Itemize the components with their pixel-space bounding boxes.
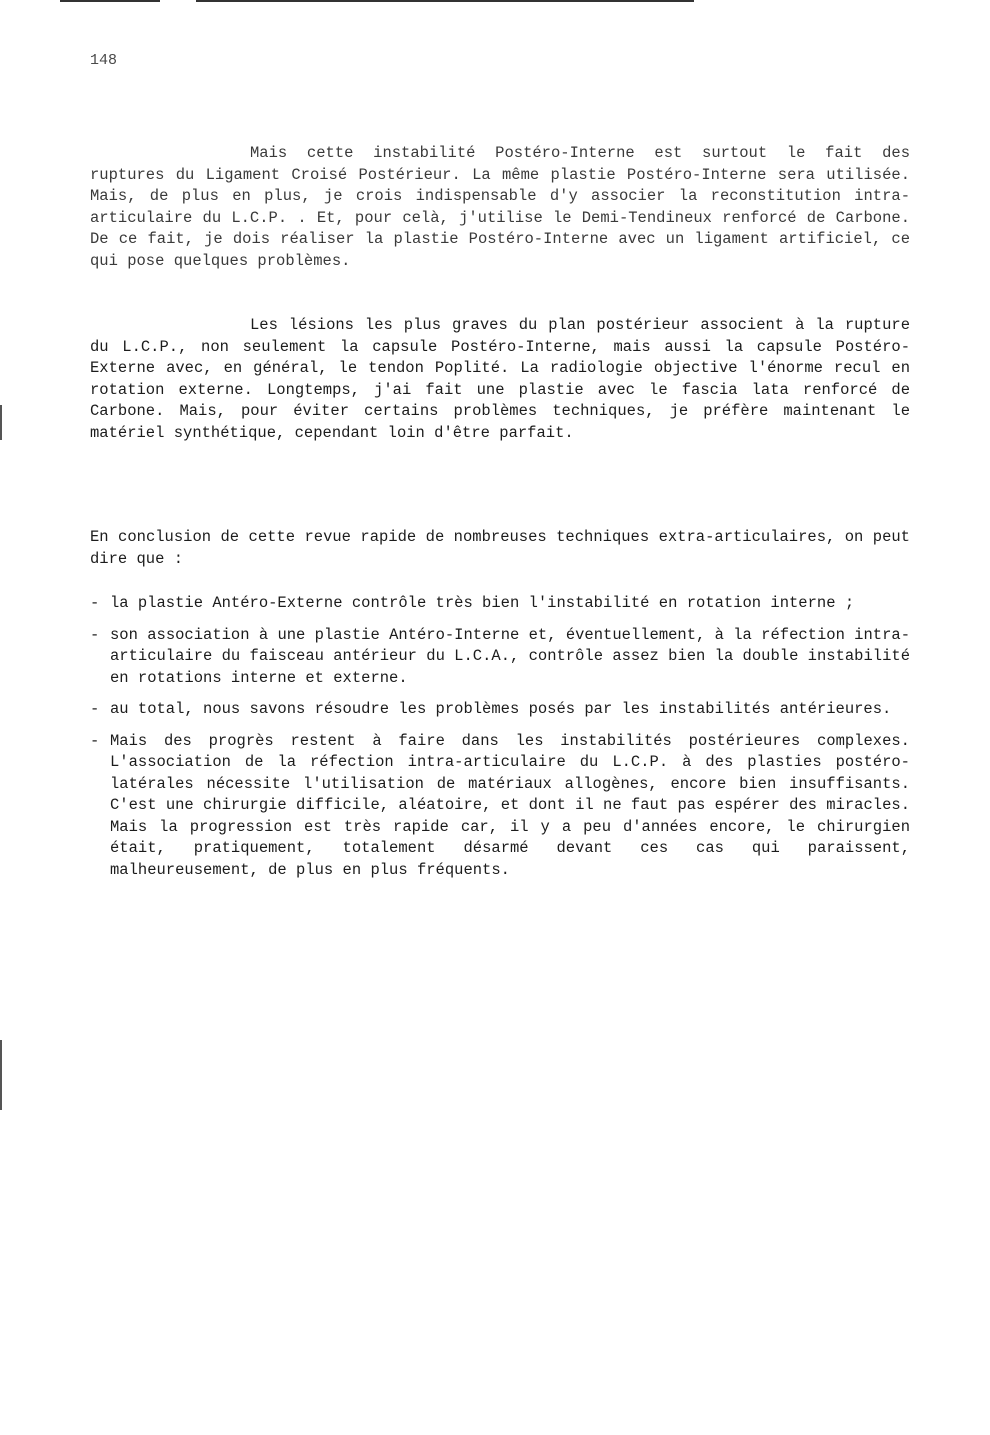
scan-margin-mark — [0, 405, 2, 440]
list-item — [90, 731, 910, 882]
conclusion-intro — [90, 527, 910, 570]
paragraph-text: En conclusion de cette revue rapide de nombreuses techniques extra-articulaires, on peut dire que : — [90, 528, 910, 568]
paragraph-text: Mais cette instabilité Postéro-Interne est surtout le fait des ruptures du Ligament Croisé Postérieur. La même plastie Postéro-Interne sera utilisée. Mais, de plus en plus, je crois indispensable d'y associer la reconstitution intra-articulaire du L.C.P. . Et, pour celà, j'utilise le Demi-Tendineux renforcé de Carbone. De ce fait, je dois réaliser la plastie Postéro-Interne avec un ligament artificiel, ce qui pose quelques problèmes. — [90, 144, 910, 270]
bullet-dash: - — [90, 700, 100, 718]
list-item — [90, 593, 910, 615]
bullet-dash: - — [90, 731, 100, 750]
scan-edge-line — [196, 0, 694, 2]
paragraph-posterior-lesions — [90, 315, 910, 444]
paragraph-posterior-internal — [90, 143, 910, 272]
list-item-text: Mais des progrès restent à faire dans les instabilités postérieures complexes. L'association de la réfection intra-articulaire du L.C.P. à des plasties postéro-latérales nécessite l'utilisation de matériaux allogènes, encore bien insuffisants. C'est une chirurgie difficile, aléatoire, et dont il ne faut pas espérer des miracles. Mais la progression est très rapide car, il y a peu d'années encore, le chirurgien était, pratiquement, totalement désarmé devant ces cas qui paraissent, malheureusement, de plus en plus fréquents. — [110, 731, 910, 879]
list-item — [90, 699, 910, 721]
scan-margin-mark — [0, 1040, 2, 1110]
paragraph-text: Les lésions les plus graves du plan postérieur associent à la rupture du L.C.P., non seulement la capsule Postéro-Interne, mais aussi la capsule Postéro-Externe avec, en général, le tendon Poplité. La radiologie objective l'énorme recul en rotation externe. Longtemps, j'ai fait une plastie avec le fascia lata renforcé de Carbone. Mais, pour éviter certains problèmes techniques, je préfère maintenant le matériel synthétique, cependant loin d'être parfait. — [90, 316, 910, 442]
list-item-text: au total, nous savons résoudre les problèmes posés par les instabilités antérieures. — [110, 700, 892, 718]
list-item-text: son association à une plastie Antéro-Interne et, éventuellement, à la réfection intra-articulaire du faisceau antérieur du L.C.A., contrôle assez bien la double instabilité en rotations interne et externe. — [110, 625, 910, 687]
list-item — [90, 625, 910, 690]
conclusion-list — [90, 593, 910, 891]
bullet-dash: - — [90, 625, 100, 644]
page-number: 148 — [90, 52, 118, 69]
list-item-text: la plastie Antéro-Externe contrôle très bien l'instabilité en rotation interne ; — [110, 594, 855, 612]
scan-edge-line — [60, 0, 160, 2]
bullet-dash: - — [90, 594, 100, 612]
